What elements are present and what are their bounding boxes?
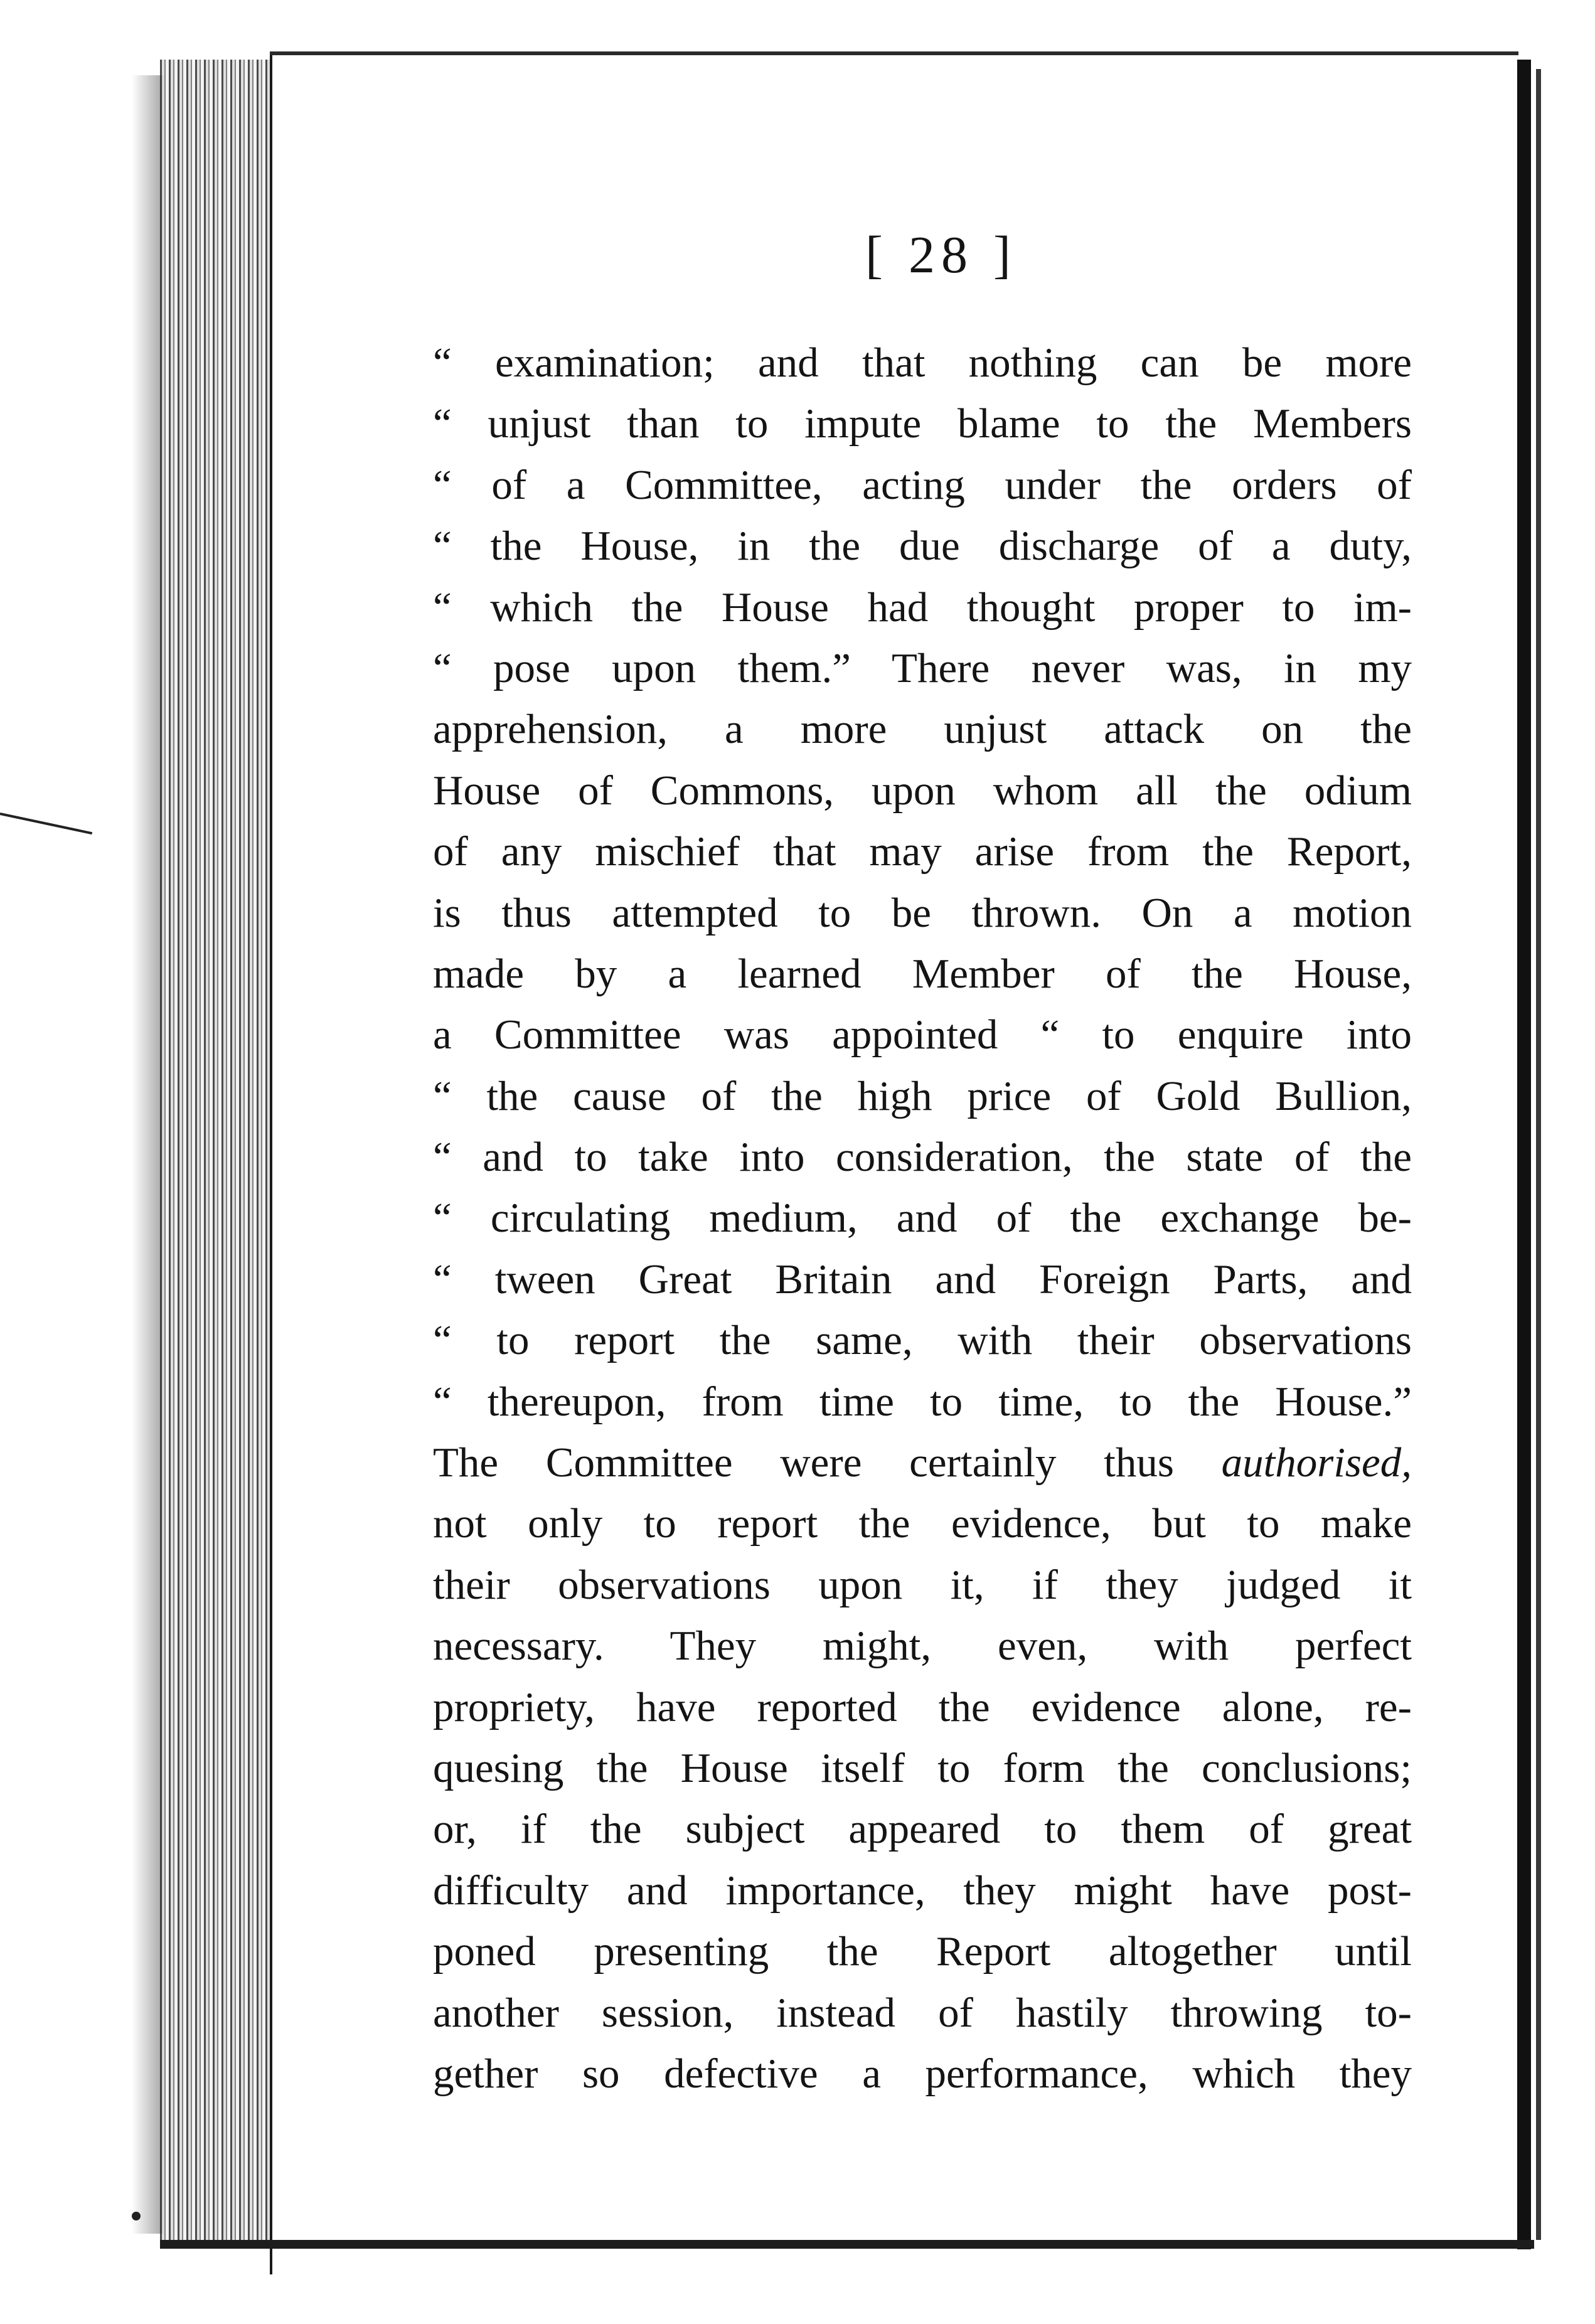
text-line-7: apprehension, a more unjust attack on the <box>433 706 1412 753</box>
text-line-21: their observations upon it, if they judged it <box>433 1561 1412 1608</box>
scan-artifact-dot <box>132 2212 141 2220</box>
text-line-15: “ circulating medium, and of the exchange be- <box>433 1195 1412 1242</box>
text-line-23: propriety, have reported the evidence alone, re- <box>433 1683 1412 1730</box>
text-line-22: necessary. They might, even, with perfect <box>433 1623 1412 1670</box>
text-line-26: difficulty and importance, they might have post- <box>433 1867 1412 1914</box>
text-line-19 <box>433 1432 1412 1493</box>
text-line-18: “ thereupon, from time to time, to the House.” <box>433 1378 1412 1425</box>
text-line-5: “ which the House had thought proper to im- <box>433 584 1412 631</box>
text-line-27: poned presenting the Report altogether until <box>433 1928 1412 1975</box>
text-line-16: “ tween Great Britain and Foreign Parts, and <box>433 1255 1412 1303</box>
text-line-10: is thus attempted to be thrown. On a motion <box>433 889 1412 936</box>
text-line-4: “ the House, in the due discharge of a duty, <box>433 523 1412 570</box>
binding-shadow <box>132 75 163 2234</box>
right-page-edge <box>1517 60 1531 2249</box>
text-line-25: or, if the subject appeared to them of great <box>433 1806 1412 1853</box>
text-line-3: “ of a Committee, acting under the orders of <box>433 461 1412 508</box>
text-line-9: of any mischief that may arise from the Report, <box>433 828 1412 875</box>
text-line-12: a Committee was appointed “ to enquire into <box>433 1011 1412 1058</box>
page-top-edge <box>270 51 1518 55</box>
right-page-edge-inner <box>1536 69 1541 2240</box>
text-line-14: “ and to take into consideration, the state of the <box>433 1134 1412 1181</box>
text-line-6: “ pose upon them.” There never was, in my <box>433 644 1412 691</box>
body-text <box>433 333 1412 2104</box>
text-line-8: House of Commons, upon whom all the odium <box>433 767 1412 814</box>
text-line-28: another session, instead of hastily throwing to- <box>433 1989 1412 2036</box>
text-line-1: “ examination; and that nothing can be more <box>433 339 1412 386</box>
text-line-19-roman: The Committee were certainly thus <box>433 1439 1174 1486</box>
page-bottom-edge <box>160 2240 1534 2249</box>
text-line-11: made by a learned Member of the House, <box>433 950 1412 997</box>
text-line-29: gether so defective a performance, which they <box>433 2050 1412 2097</box>
text-line-19-italic: authorised, <box>1221 1439 1412 1486</box>
text-line-2: “ unjust than to impute blame to the Members <box>433 400 1412 447</box>
text-line-24: quesing the House itself to form the conclusions; <box>433 1744 1412 1791</box>
text-line-13: “ the cause of the high price of Gold Bullion, <box>433 1072 1412 1119</box>
page-number: [ 28 ] <box>865 226 1017 284</box>
page-edge-stack <box>160 60 270 2243</box>
text-line-17: “ to report the same, with their observations <box>433 1317 1412 1364</box>
text-line-20: not only to report the evidence, but to make <box>433 1500 1412 1547</box>
